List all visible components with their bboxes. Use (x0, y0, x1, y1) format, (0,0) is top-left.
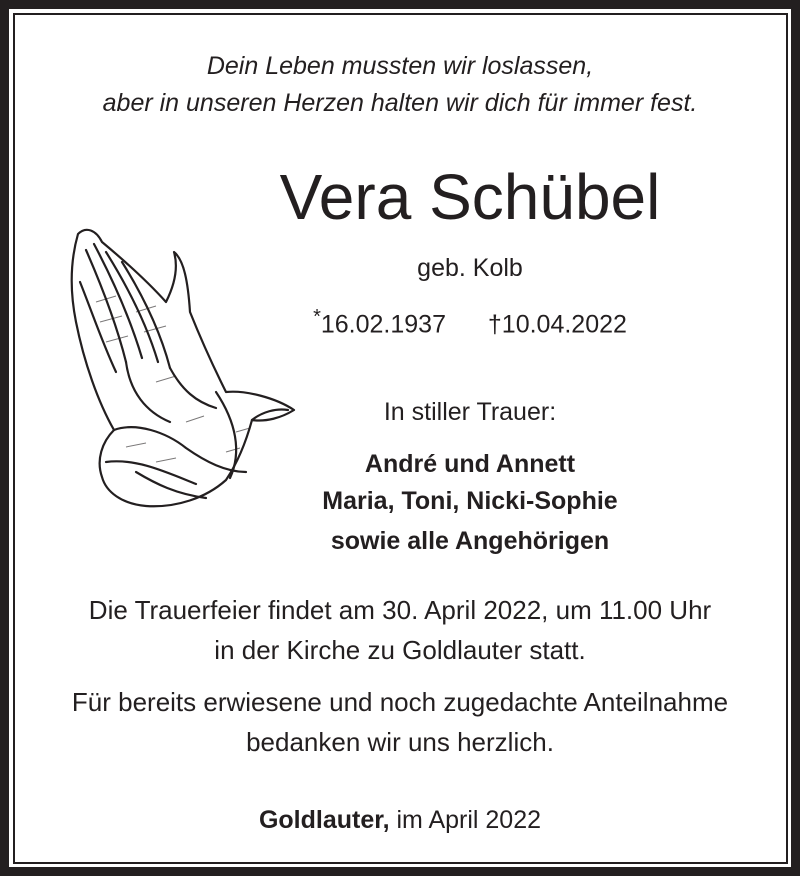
deceased-name: Vera Schübel (279, 161, 661, 233)
mourner-line-3: sowie alle Angehörigen (330, 527, 610, 555)
mourner-line-2: Maria, Toni, Nicki-Sophie (322, 487, 618, 515)
funeral-line-1: Die Trauerfeier findet am 30. April 2022, um 11.00 Uhr (88, 595, 712, 625)
maiden-name: geb. Kolb (417, 254, 523, 282)
death-date: 10.04.2022 (501, 310, 627, 339)
birth-symbol: * (313, 306, 321, 328)
motto-line-1: Dein Leben mussten wir loslassen, (206, 52, 594, 80)
closing-place: Goldlauter, (258, 806, 390, 834)
death-symbol: † (487, 310, 502, 339)
thanks-line-1: Für bereits erwiesene und noch zugedachte Anteilnahme (71, 687, 729, 717)
closing-line (0, 806, 800, 835)
mourner-line-1: André und Annett (364, 450, 576, 478)
birth-date: 16.02.1937 (320, 310, 446, 339)
mourners-intro: In stiller Trauer: (383, 398, 557, 426)
praying-hands-icon (66, 222, 298, 514)
life-dates (270, 306, 670, 339)
thanks-line-2: bedanken wir uns herzlich. (246, 727, 554, 757)
funeral-line-2: in der Kirche zu Goldlauter statt. (214, 635, 586, 665)
closing-date: im April 2022 (396, 806, 542, 834)
motto-line-2: aber in unseren Herzen halten wir dich für immer fest. (102, 89, 698, 117)
